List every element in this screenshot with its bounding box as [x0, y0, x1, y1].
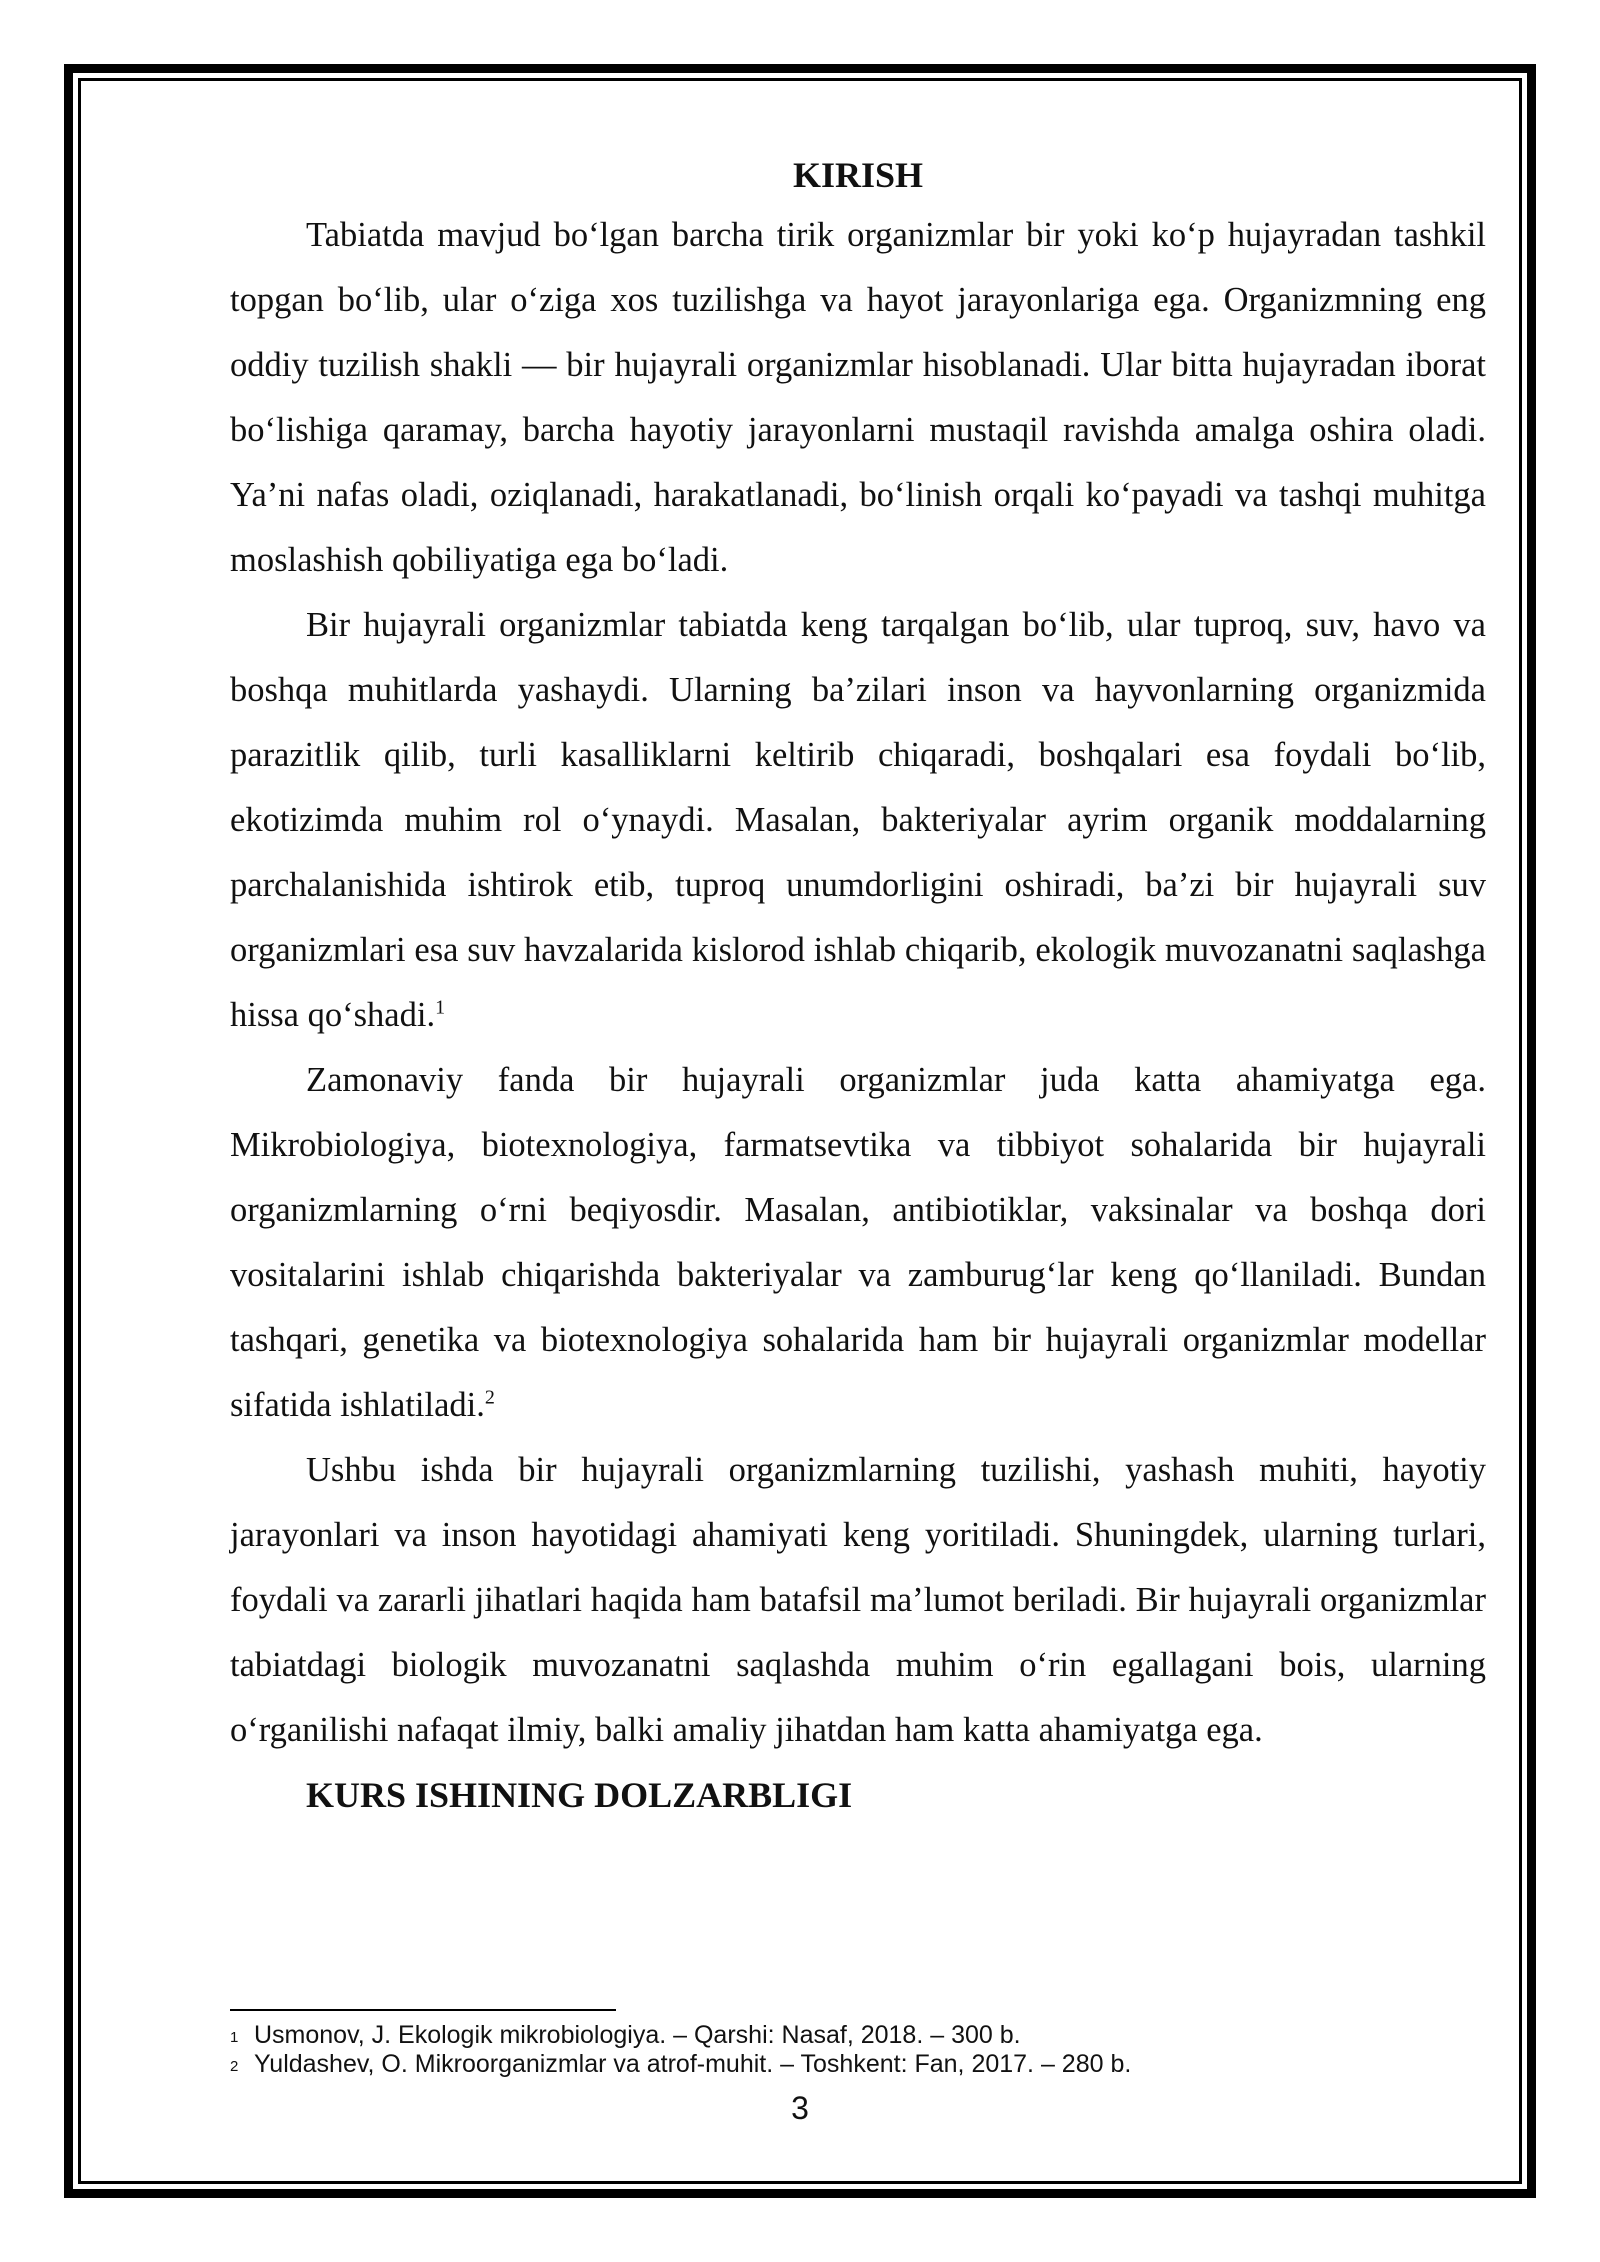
footnote-2 [230, 2050, 1486, 2079]
footnote-ref-2[interactable]: 2 [484, 1386, 495, 1409]
section-heading-kirish: KIRISH [792, 155, 924, 195]
paragraph-2-text: Bir hujayrali organizmlar tabiatda keng tarqalgan bo‘lib, ular tuproq, suv, havo va boshqa muhitlarda yashaydi. Ularning ba’zilari inson va hayvonlarning organizmida parazitlik qilib, turli kasalliklarni keltirib chiqaradi, boshqalari esa foydali bo‘lib, ekotizimda muhim rol o‘ynaydi. Masalan, bakteriyalar ayrim organik moddalarning parchalanishida ishtirok etib, tuproq unumdorligini oshiradi, ba’zi bir hujayrali suv organizmlari esa suv havzalarida kislorod ishlab chiqarib, ekologik muvozanatni saqlashga hissa qo‘shadi. [230, 606, 1486, 1034]
paragraph-3-text: Zamonaviy fanda bir hujayrali organizmlar juda katta ahamiyatga ega. Mikrobiologiya, biotexnologiya, farmatsevtika va tibbiyot sohalarida bir hujayrali organizmlarning o‘rni beqiyosdir. Masalan, antibiotiklar, vaksinalar va boshqa dori vositalarini ishlab chiqarishda bakteriyalar va zamburug‘lar keng qo‘llaniladi. Bundan tashqari, genetika va biotexnologiya sohalarida ham bir hujayrali organizmlar modellar sifatida ishlatiladi. [230, 1061, 1486, 1424]
footnote-ref-1[interactable]: 1 [435, 996, 446, 1019]
footnote-2-number: 2 [230, 2058, 239, 2075]
footnotes [230, 2021, 1486, 2079]
footnote-2-text: Yuldashev, O. Mikroorganizmlar va atrof-muhit. – Toshkent: Fan, 2017. – 280 b. [254, 2050, 1132, 2078]
paragraph-2 [230, 593, 1486, 1048]
paragraph-1 [230, 203, 1486, 593]
paragraph-3 [230, 1048, 1486, 1438]
footnote-1 [230, 2021, 1486, 2050]
footnote-separator [230, 2009, 616, 2011]
footnote-1-number: 1 [230, 2029, 239, 2046]
footnote-1-text: Usmonov, J. Ekologik mikrobiologiya. – Qarshi: Nasaf, 2018. – 300 b. [254, 2021, 1021, 2049]
paragraph-1-text: Tabiatda mavjud bo‘lgan barcha tirik organizmlar bir yoki ko‘p hujayradan tashkil topgan bo‘lib, ular o‘ziga xos tuzilishga va hayot jarayonlariga ega. Organizmning eng oddiy tuzilish shakli — bir hujayrali organizmlar hisoblanadi. Ular bitta hujayradan iborat bo‘lishiga qaramay, barcha hayotiy jarayonlarni mustaqil ravishda amalga oshira oladi. Ya’ni nafas oladi, oziqlanadi, harakatlanadi, bo‘linish orqali ko‘payadi va tashqi muhitga moslashish qobiliyatiga ega bo‘ladi. [230, 216, 1486, 579]
paragraph-4-text: Ushbu ishda bir hujayrali organizmlarning tuzilishi, yashash muhiti, hayotiy jarayonlari va inson hayotidagi ahamiyati keng yoritiladi. Shuningdek, ularning turlari, foydali va zararli jihatlari haqida ham batafsil ma’lumot beriladi. Bir hujayrali organizmlar tabiatdagi biologik muvozanatni saqlashda muhim o‘rin egallagani bois, ularning o‘rganilishi nafaqat ilmiy, balki amaliy jihatdan ham katta ahamiyatga ega. [230, 1451, 1486, 1749]
page-number: 3 [791, 2090, 809, 2126]
section-heading-dolzarbligi: KURS ISHINING DOLZARBLIGI [306, 1775, 853, 1815]
page-body [230, 148, 1486, 1828]
paragraph-4 [230, 1438, 1486, 1763]
